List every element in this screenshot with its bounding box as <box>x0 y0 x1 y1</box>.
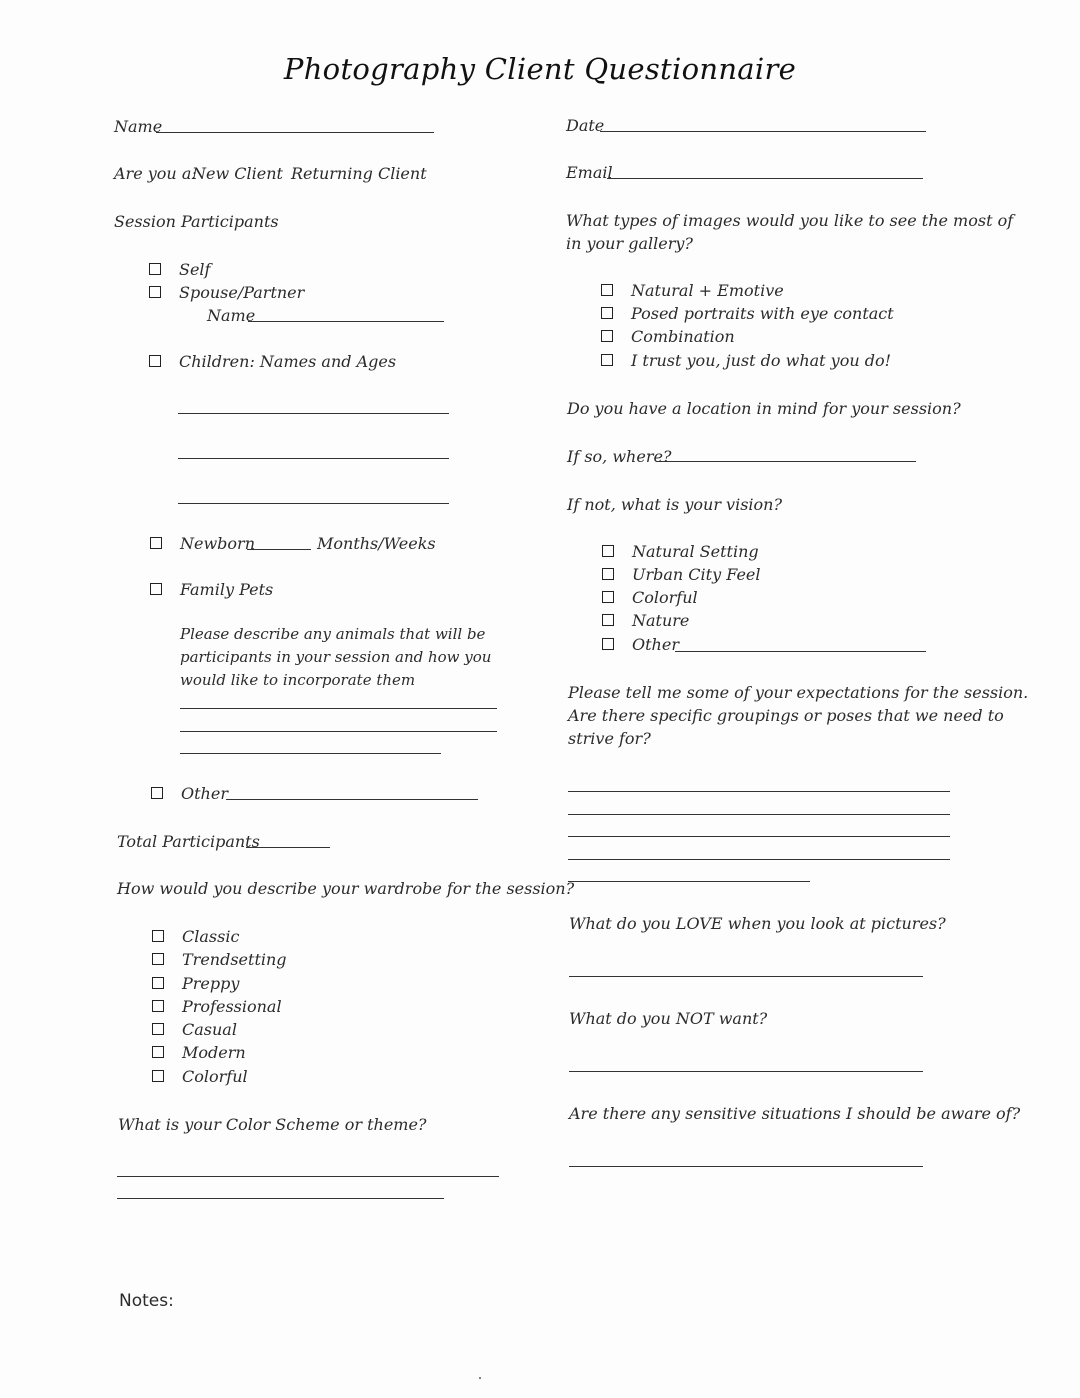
wardrobe-question: How would you describe your wardrobe for the session? <box>117 879 575 898</box>
wardrobe-option-label: Classic <box>182 927 240 946</box>
wardrobe-professional-checkbox[interactable] <box>152 1000 164 1012</box>
name-field[interactable] <box>156 132 434 133</box>
children-line-3[interactable] <box>178 503 449 504</box>
other-participant-field[interactable] <box>226 799 478 800</box>
expectations-answer-line-3[interactable] <box>568 836 950 837</box>
wardrobe-modern-checkbox[interactable] <box>152 1046 164 1058</box>
nature-checkbox[interactable] <box>602 614 614 626</box>
pets-desc-line: would like to incorporate them <box>180 671 416 689</box>
posed-portraits-checkbox[interactable] <box>601 307 613 319</box>
combination-checkbox[interactable] <box>601 330 613 342</box>
vision-question: If not, what is your vision? <box>567 495 783 514</box>
pets-desc-line: participants in your session and how you <box>180 648 492 666</box>
other-participant-checkbox[interactable] <box>151 787 163 799</box>
spouse-checkbox[interactable] <box>149 286 161 298</box>
children-label: Children: Names and Ages <box>179 352 397 371</box>
wardrobe-trendsetting-checkbox[interactable] <box>152 953 164 965</box>
color-scheme-line-2[interactable] <box>117 1198 444 1199</box>
wardrobe-colorful-checkbox[interactable] <box>152 1070 164 1082</box>
newborn-label: Newborn <box>180 534 255 553</box>
other-vision-field[interactable] <box>675 651 926 652</box>
spouse-label: Spouse/Partner <box>179 283 305 302</box>
pets-line-2[interactable] <box>180 731 497 732</box>
months-weeks-label: Months/Weeks <box>317 534 436 553</box>
wardrobe-option-label: Professional <box>182 997 282 1016</box>
trust-you-checkbox[interactable] <box>601 354 613 366</box>
sensitive-question: Are there any sensitive situations I should be aware of? <box>569 1104 1021 1123</box>
color-scheme-question: What is your Color Scheme or theme? <box>118 1115 427 1134</box>
expectations-answer-line-5[interactable] <box>568 881 810 882</box>
expectations-line: strive for? <box>568 729 651 748</box>
natural-emotive-checkbox[interactable] <box>601 284 613 296</box>
wardrobe-option-label: Preppy <box>182 974 240 993</box>
spouse-name-label: Name <box>207 306 256 325</box>
date-label: Date <box>566 116 605 135</box>
expectations-answer-line-1[interactable] <box>568 791 950 792</box>
expectations-answer-line-2[interactable] <box>568 814 950 815</box>
pets-line-1[interactable] <box>180 708 497 709</box>
self-checkbox[interactable] <box>149 263 161 275</box>
newborn-age-field[interactable] <box>247 549 311 550</box>
image-option-label: Combination <box>631 327 735 346</box>
expectations-line: Please tell me some of your expectations for the session. <box>568 683 1029 702</box>
total-participants-label: Total Participants <box>117 832 260 851</box>
other-vision-checkbox[interactable] <box>602 638 614 650</box>
spouse-name-field[interactable] <box>248 321 444 322</box>
expectations-line: Are there specific groupings or poses that we need to <box>568 706 1004 725</box>
wardrobe-option-label: Colorful <box>182 1067 248 1086</box>
new-client-option[interactable]: New Client <box>192 164 283 183</box>
vision-option-label: Other <box>632 635 679 654</box>
family-pets-checkbox[interactable] <box>150 583 162 595</box>
wardrobe-preppy-checkbox[interactable] <box>152 977 164 989</box>
scan-speck <box>479 1377 481 1379</box>
image-option-label: I trust you, just do what you do! <box>631 351 892 370</box>
family-pets-label: Family Pets <box>180 580 274 599</box>
color-scheme-line-1[interactable] <box>117 1176 499 1177</box>
not-want-answer-line[interactable] <box>569 1071 923 1072</box>
vision-option-label: Urban City Feel <box>632 565 761 584</box>
location-question: Do you have a location in mind for your session? <box>567 399 961 418</box>
images-question-line: What types of images would you like to see the most of <box>566 211 1014 230</box>
client-question: Are you a: <box>114 164 197 183</box>
participants-heading: Session Participants <box>114 212 279 231</box>
children-checkbox[interactable] <box>149 355 161 367</box>
pets-line-3[interactable] <box>180 753 441 754</box>
wardrobe-option-label: Casual <box>182 1020 237 1039</box>
colorful-vision-checkbox[interactable] <box>602 591 614 603</box>
wardrobe-option-label: Modern <box>182 1043 246 1062</box>
name-label: Name <box>114 117 163 136</box>
vision-option-label: Natural Setting <box>632 542 759 561</box>
expectations-answer-line-4[interactable] <box>568 859 950 860</box>
image-option-label: Posed portraits with eye contact <box>631 304 894 323</box>
where-label: If so, where? <box>567 447 672 466</box>
returning-client-option[interactable]: Returning Client <box>291 164 427 183</box>
not-want-question: What do you NOT want? <box>569 1009 768 1028</box>
self-label: Self <box>179 260 211 279</box>
newborn-checkbox[interactable] <box>150 537 162 549</box>
notes-label: Notes: <box>119 1291 174 1311</box>
pets-desc-line: Please describe any animals that will be <box>180 625 486 643</box>
email-label: Email <box>566 163 613 182</box>
love-answer-line[interactable] <box>569 976 923 977</box>
wardrobe-classic-checkbox[interactable] <box>152 930 164 942</box>
email-field[interactable] <box>607 178 923 179</box>
wardrobe-casual-checkbox[interactable] <box>152 1023 164 1035</box>
natural-setting-checkbox[interactable] <box>602 545 614 557</box>
page-title: Photography Client Questionnaire <box>283 52 797 86</box>
children-line-1[interactable] <box>178 413 449 414</box>
sensitive-answer-line[interactable] <box>569 1166 923 1167</box>
where-field[interactable] <box>656 461 916 462</box>
total-participants-field[interactable] <box>246 847 330 848</box>
date-field[interactable] <box>600 131 926 132</box>
urban-city-checkbox[interactable] <box>602 568 614 580</box>
vision-option-label: Nature <box>632 611 690 630</box>
other-participant-label: Other <box>181 784 228 803</box>
vision-option-label: Colorful <box>632 588 698 607</box>
image-option-label: Natural + Emotive <box>631 281 784 300</box>
love-question: What do you LOVE when you look at pictures? <box>569 914 946 933</box>
children-line-2[interactable] <box>178 458 449 459</box>
images-question-line: in your gallery? <box>566 234 693 253</box>
wardrobe-option-label: Trendsetting <box>182 950 287 969</box>
